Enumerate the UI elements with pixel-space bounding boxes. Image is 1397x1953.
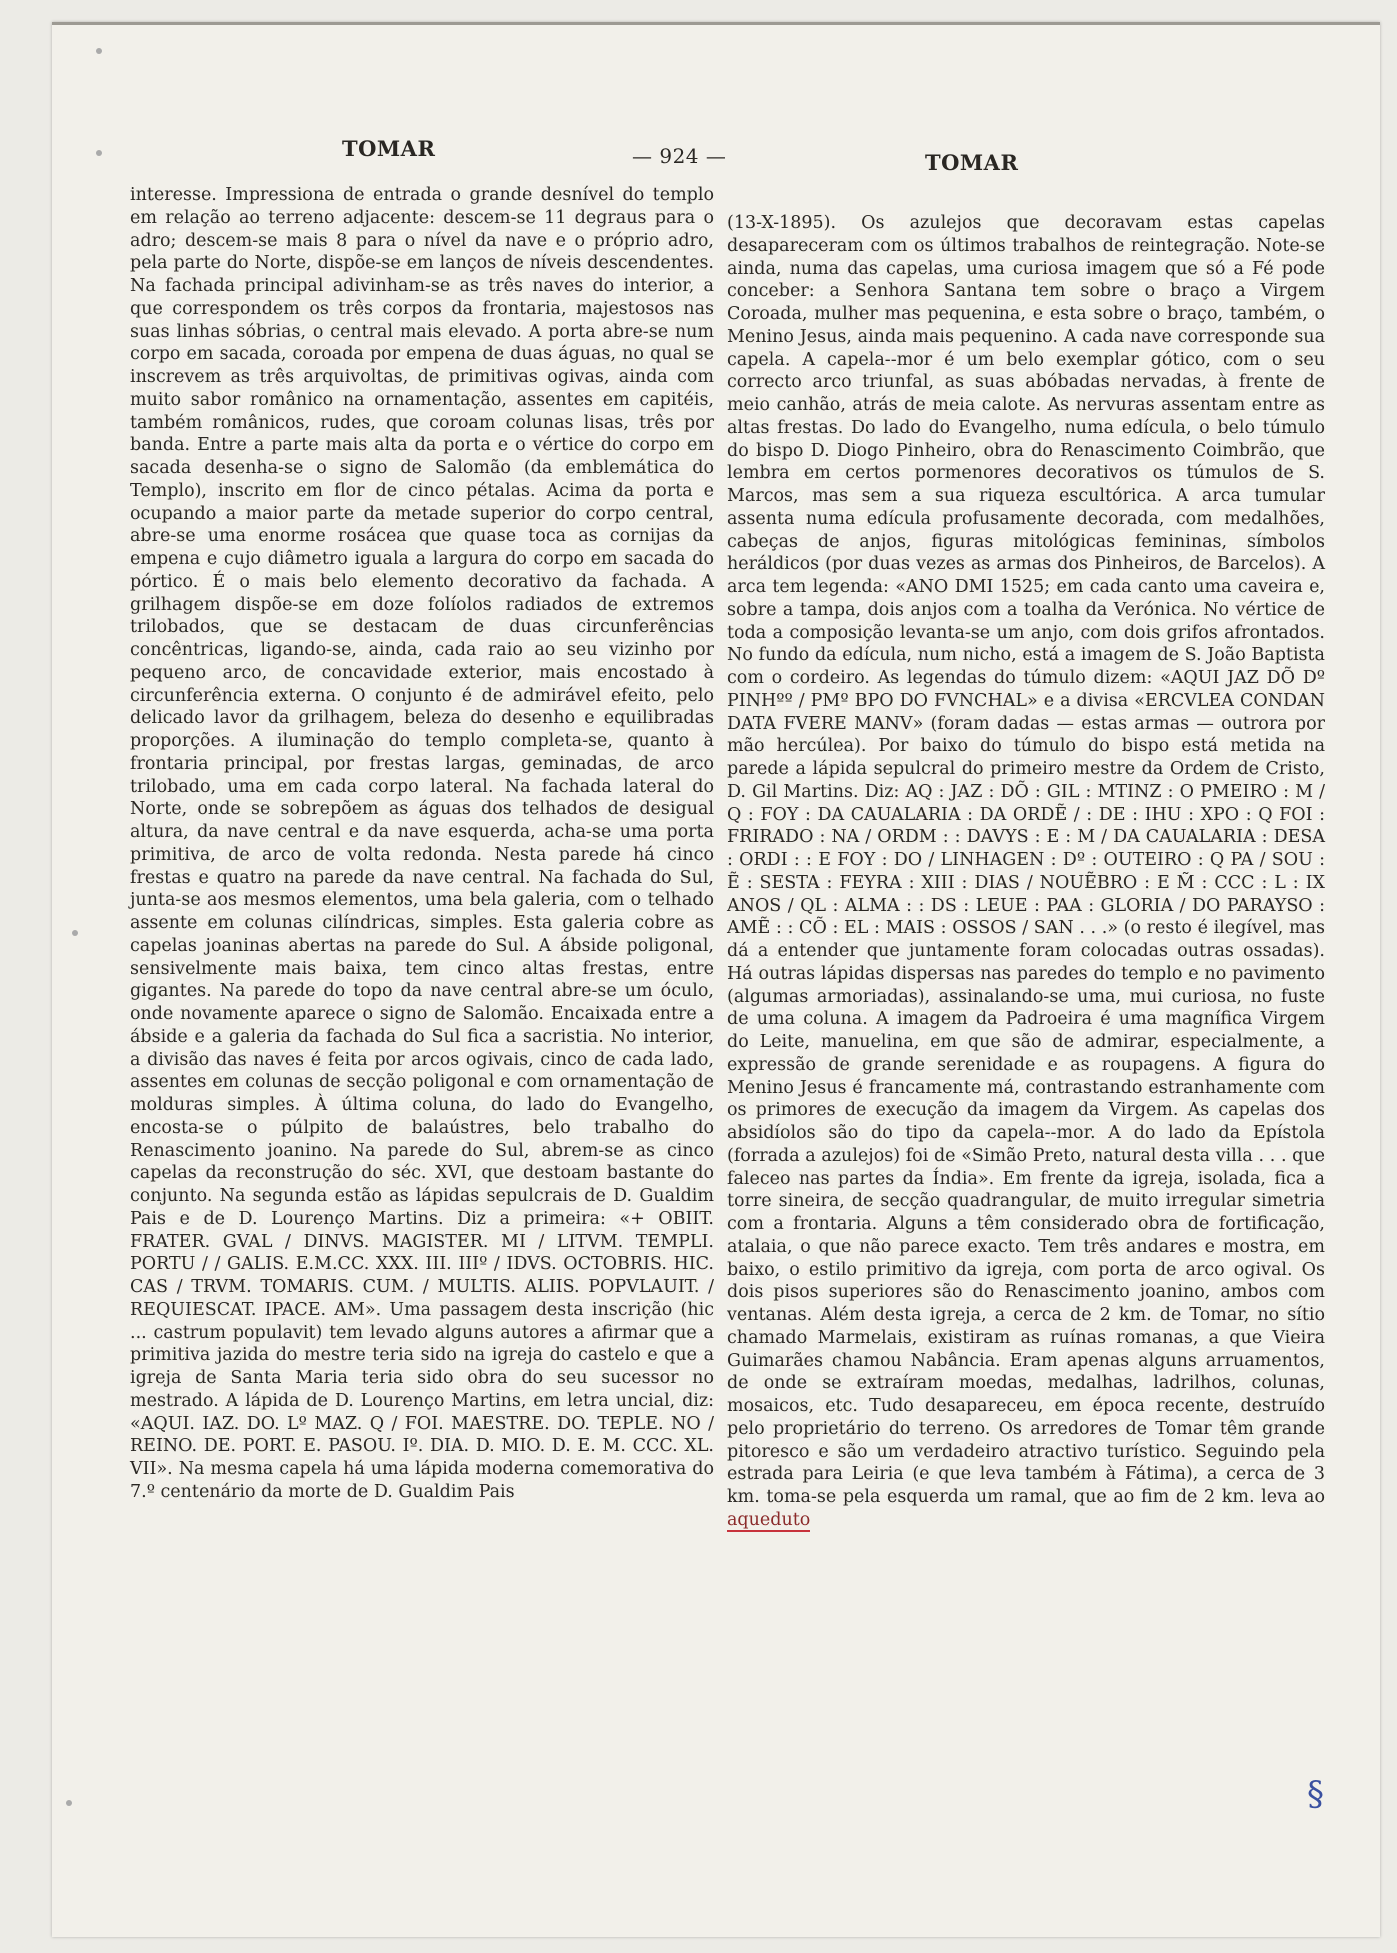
running-head-right: TOMAR — [925, 150, 1019, 175]
underlined-word: aqueduto — [727, 1509, 811, 1530]
right-column-body: (13-X-1895). Os azulejos que decoravam estas capelas desapareceram com os últimos trabalhos de reintegração. Note-se ainda, numa das capelas, uma curiosa imagem que só a Fé pode conceber: a Senhora Santana tem sobre o braço a Virgem Coroada, mulher mas pequenina, e esta sobre o braço, também, o Menino Jesus, ainda mais pequenino. A cada nave corresponde sua capela. A capela--mor é um belo exemplar gótico, com o seu correcto arco triunfal, as suas abóbadas nervadas, à frente de meio canhão, atrás de meia calote. As nervuras assentam entre as altas frestas. Do lado do Evangelho, numa edícula, o belo túmulo do bispo D. Diogo Pinheiro, obra do Renascimento Coimbrão, que lembra em certos pormenores decorativos os túmulos de S. Marcos, mas sem a sua riqueza escultórica. A arca tumular assenta numa edícula profusamente decorada, com medalhões, cabeças de anjos, figuras mitológicas femininas, símbolos heráldicos (por duas vezes as armas dos Pinheiros, de Barcelos). A arca tem legenda: «ANO DMI 1525; em cada canto uma caveira e, sobre a tampa, dois anjos com a toalha da Verónica. No vértice de toda a composição levanta-se um anjo, com dois grifos afrontados. No fundo da edícula, num nicho, está a imagem de S. João Baptista com o cordeiro. As legendas do túmulo dizem: «AQUI JAZ DÕ Dº PINHºº / PMº BPO DO FVNCHAL» e a divisa «ERCVLEA CONDAN DATA FVERE MANV» (foram dadas — estas armas — outrora por mão hercúlea). Por baixo do túmulo do bispo está metida na parede a lápida sepulcral do primeiro mestre da Ordem de Cristo, D. Gil Martins. Diz: AQ : JAZ : DÕ : GIL : MTINZ : O PMEIRO : M / Q : FOY : DA CAUALARIA : DA ORDẼ / : DE : IHU : XPO : Q FOI : FRIRADO : NA / ORDM : : DAVYS : E : M / DA CAUALARIA : DESA : ORDI : : E FOY : DO / LINHAGEN : Dº : OUTEIRO : Q PA / SOU : Ẽ : SESTA : FEYRA : XIII : DIAS / NOUẼBRO : E M̃ : CCC : L : IX ANOS / QL : ALMA : : DS : LEUE : PAA : GLORIA / DO PARAYSO : AMẼ : : CÕ : EL : MAIS : OSSOS / SAN . . .» (o resto é ilegível, mas dá a entender que juntamente foram colocadas outras ossadas). Há outras lápidas dispersas nas paredes do templo e no pavimento (algumas armoriadas), assinalando-se uma, mui curiosa, no fuste de uma coluna. A imagem da Padroeira é uma magnífica Virgem do Leite, manuelina, em que são de admirar, especialmente, a expressão de grande serenidade e as roupagens. A figura do Menino Jesus é francamente má, contrastando estranhamente com os primores de execução da imagem da Virgem. As capelas dos absidíolos são do tipo da capela--mor. A do lado da Epístola (forrada a azulejos) foi de «Simão Preto, natural desta villa . . . que faleceo nas partes da Índia». Em frente da igreja, isolada, fica a torre sineira, de secção quadrangular, de muito irregular simetria com a frontaria. Alguns a têm considerado obra de fortificação, atalaia, o que não parece exacto. Tem três andares e mostra, em baixo, o estilo primitivo da igreja, com porta de arco ogival. Os dois pisos superiores são do Renascimento joanino, ambos com ventanas. Além desta igreja, a cerca de 2 km. de Tomar, no sítio chamado Marmelais, existiram as ruínas romanas, a que Vieira Guimarães chamou Nabância. Eram apenas alguns arruamentos, de onde se extraíram moedas, medalhas, ladrilhos, colunas, mosaicos, etc. Tudo desapareceu, em época recente, destruído pelo proprietário do terreno. Os arredores de Tomar têm grande pitoresco e são um verdadeiro atractivo turístico. Seguindo pela estrada para Leiria (e que leva também à Fátima), a cerca de 3 km. toma-se pela esquerda um ramal, que ao fim de 2 km. leva ao — [727, 213, 1325, 1507]
left-column — [130, 184, 714, 1504]
running-head-left: TOMAR — [342, 136, 436, 161]
margin-dot — [66, 1800, 72, 1806]
page-sheet — [52, 22, 1380, 1937]
section-mark-icon: § — [1307, 1774, 1324, 1814]
right-column — [727, 212, 1325, 1532]
margin-dot — [96, 150, 102, 156]
left-column-text: interesse. Impressiona de entrada o grande desnível do templo em relação ao terreno adjacente: descem-se 11 degraus para o adro; descem-se mais 8 para o nível da nave e o próprio adro, pela parte do Norte, dispõe-se em lanços de níveis descendentes. Na fachada principal adivinham-se as três naves do interior, a que correspondem os três corpos da frontaria, majestosos nas suas linhas sóbrias, o central mais elevado. A porta abre-se num corpo em sacada, coroada por empena de duas águas, no qual se inscrevem as três arquivoltas, de primitivas ogivas, ainda com muito sabor românico na ornamentação, assentes em capitéis, também românicos, rudes, que coroam colunas lisas, três por banda. Entre a parte mais alta da porta e o vértice do corpo em sacada desenha-se o signo de Salomão (da emblemática do Templo), inscrito em flor de cinco pétalas. Acima da porta e ocupando a maior parte da metade superior do corpo central, abre-se uma enorme rosácea que quase toca as cornijas da empena e cujo diâmetro iguala a largura do corpo em sacada do pórtico. É o mais belo elemento decorativo da fachada. A grilhagem dispõe-se em doze folíolos radiados de extremos trilobados, que se destacam de duas circunferências concêntricas, ligando-se, ainda, cada raio ao seu vizinho por pequeno arco, de concavidade exterior, mais encostado à circunferência externa. O conjunto é de admirável efeito, pelo delicado lavor da grilhagem, beleza do desenho e equilibradas proporções. A iluminação do templo completa-se, quanto à frontaria principal, por frestas largas, geminadas, de arco trilobado, uma em cada corpo lateral. Na fachada lateral do Norte, onde se sobrepõem as águas dos telhados de desigual altura, da nave central e da nave esquerda, acha-se uma porta primitiva, de arco de volta redonda. Nesta parede há cinco frestas e quatro na parede da nave central. Na fachada do Sul, junta-se aos mesmos elementos, uma bela galeria, com o telhado assente em colunas cilíndricas, simples. Esta galeria cobre as capelas joaninas abertas na parede do Sul. A ábside poligonal, sensivelmente mais baixa, tem cinco altas frestas, entre gigantes. Na parede do topo da nave central abre-se um óculo, onde novamente aparece o signo de Salomão. Encaixada entre a ábside e a galeria da fachada do Sul fica a sacristia. No interior, a divisão das naves é feita por arcos ogivais, cinco de cada lado, assentes em colunas de secção poligonal e com ornamentação de molduras simples. À última coluna, do lado do Evangelho, encosta-se o púlpito de balaústres, belo trabalho do Renascimento joanino. Na parede do Sul, abrem-se as cinco capelas da reconstrução do séc. XVI, que destoam bastante do conjunto. Na segunda estão as lápidas sepulcrais de D. Gualdim Pais e de D. Lourenço Martins. Diz a primeira: «+ OBIIT. FRATER. GVAL / DINVS. MAGISTER. MI / LITVM. TEMPLI. PORTU / / GALIS. E.M.CC. XXX. III. IIIº / IDVS. OCTOBRIS. HIC. CAS / TRVM. TOMARIS. CUM. / MULTIS. ALIIS. POPVLAUIT. / REQUIESCAT. IPACE. AM». Uma passagem desta inscrição (hic ... castrum populavit) tem levado alguns autores a afirmar que a primitiva jazida do mestre teria sido na igreja do castelo e que a igreja de Santa Maria teria sido obra do seu sucessor no mestrado. A lápida de D. Lourenço Martins, em letra uncial, diz: «AQUI. IAZ. DO. Lº MAZ. Q / FOI. MAESTRE. DO. TEPLE. NO / REINO. DE. PORT. E. PASOU. Iº. DIA. D. MIO. D. E. M. CCC. XL. VII». Na mesma capela há uma lápida moderna comemorativa do 7.º centenário da morte de D. Gualdim Pais — [130, 185, 714, 1502]
page-number: — 924 — — [632, 144, 727, 168]
margin-dot — [72, 930, 78, 936]
margin-dot — [96, 48, 102, 54]
right-column-text — [727, 212, 1325, 1532]
